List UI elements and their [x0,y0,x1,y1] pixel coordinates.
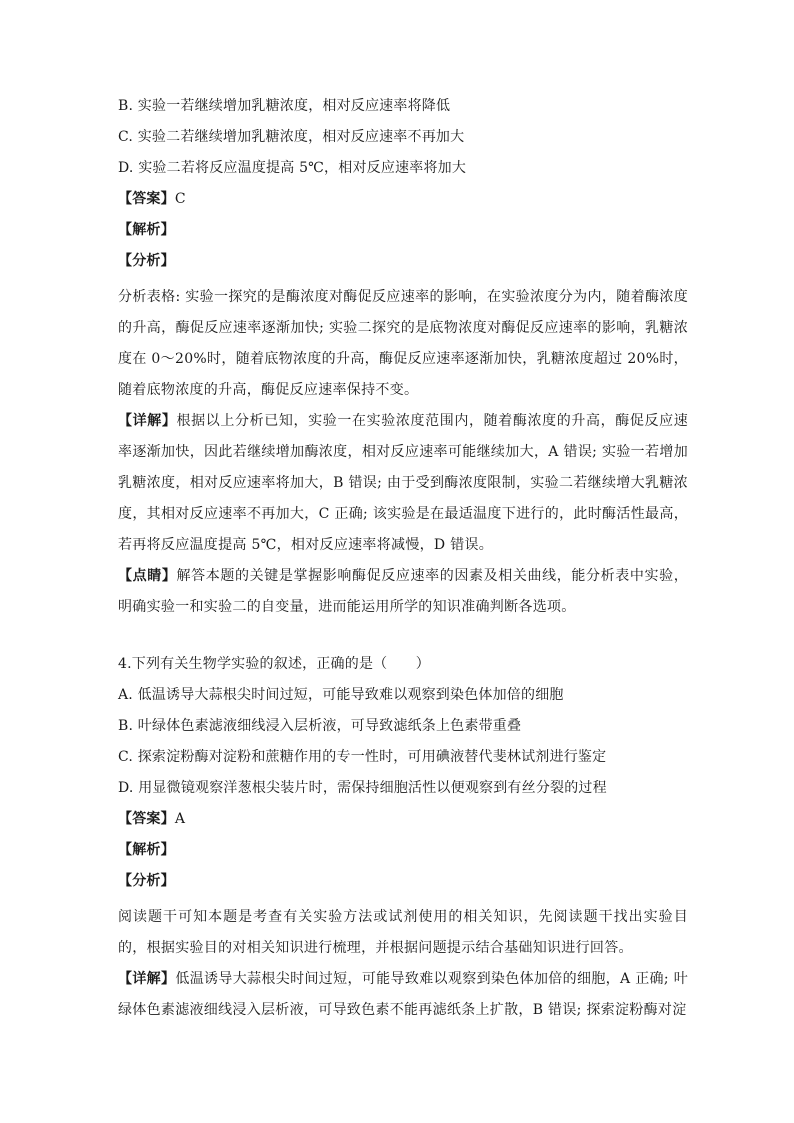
detail-text: 根据以上分析已知，实验一在实验浓度范围内，随着酶浓度的升高，酶促反应速率逐渐加快，因此若继续增加酶浓度，相对反应速率可能继续加大，A 错误; 实验一若增加乳糖浓度，相对反应速率将加大，B 错误; 由于受到酶浓度限制，实验二若继续增大乳糖浓度，其相对反应速率不再加大，C 正确; 该实验是在最适温度下进行的，此时酶活性最高，若再将反应温度提高 5℃，相对反应速率将减慢，D 错误。 [118,413,688,553]
jiexi-tag: 【解析】 [118,842,175,858]
answer-value: A [174,811,186,827]
q3-option-c: C. 实验二若继续增加乳糖浓度，相对反应速率不再加大 [118,129,465,145]
q3-dianjing [118,561,688,623]
section-gap [118,623,688,654]
dianjing-text: 解答本题的关键是掌握影响酶促反应速率的因素及相关曲线，能分析表中实验，明确实验一和实验二的自变量，进而能运用所学的知识准确判断各选项。 [118,568,688,615]
detail-text: 低温诱导大蒜根尖时间过短，可能导致难以观察到染色体加倍的细胞，A 正确; 叶绿体色素滤液细线浸入层析液，可导致色素不能再滤纸条上扩散，B 错误; 探索淀粉酶对淀 [118,971,689,1018]
q4-fenxi-text: 阅读题干可知本题是考查有关实验方法或试剂使用的相关知识，先阅读题干找出实验目的，根据实验目的对相关知识进行梳理，并根据问题提示结合基础知识进行回答。 [118,909,688,956]
q4-fenxi-heading [118,871,688,891]
q4-option-c: C. 探索淀粉酶对淀粉和蔗糖作用的专一性时，可用碘液替代斐林试剂进行鉴定 [118,749,607,765]
q3-fenxi-heading [118,251,688,271]
fenxi-tag: 【分析】 [118,873,175,889]
q3-option-d: D. 实验二若将反应温度提高 5℃，相对反应速率将加大 [118,160,467,176]
dianjing-tag: 【点睛】 [118,568,177,584]
document-page [118,96,688,1026]
q3-jiexi-heading [118,220,688,240]
detail-tag: 【详解】 [118,971,176,987]
q3-option-b: B. 实验一若继续增加乳糖浓度，相对反应速率将降低 [118,98,451,114]
detail-tag: 【详解】 [118,413,177,429]
q4-option-a: A. 低温诱导大蒜根尖时间过短，可能导致难以观察到染色体加倍的细胞 [118,687,564,703]
answer-tag: 【答案】 [118,191,175,207]
q4-detail [118,964,688,1026]
q4-option-b: B. 叶绿体色素滤液细线浸入层析液，可导致滤纸条上色素带重叠 [118,718,522,734]
fenxi-tag: 【分析】 [118,253,175,269]
q3-detail [118,406,688,561]
q4-stem: 4.下列有关生物学实验的叙述，正确的是（ ） [118,656,430,672]
answer-value: C [174,191,186,207]
q3-answer [118,189,688,209]
jiexi-tag: 【解析】 [118,222,175,238]
q4-jiexi-heading [118,840,688,860]
q3-fenxi-text: 分析表格: 实验一探究的是酶浓度对酶促反应速率的影响，在实验浓度分为内，随着酶浓度的升高，酶促反应速率逐渐加快; 实验二探究的是底物浓度对酶促反应速率的影响，乳糖浓度在 0～20%时，随着底物浓度的升高，酶促反应速率逐渐加快，乳糖浓度超过 20%时，随着底物浓度的升高，酶促反应速率保持不变。 [118,289,688,398]
q4-option-d: D. 用显微镜观察洋葱根尖装片时，需保持细胞活性以便观察到有丝分裂的过程 [118,780,607,796]
answer-tag: 【答案】 [118,811,175,827]
q4-answer [118,809,688,829]
